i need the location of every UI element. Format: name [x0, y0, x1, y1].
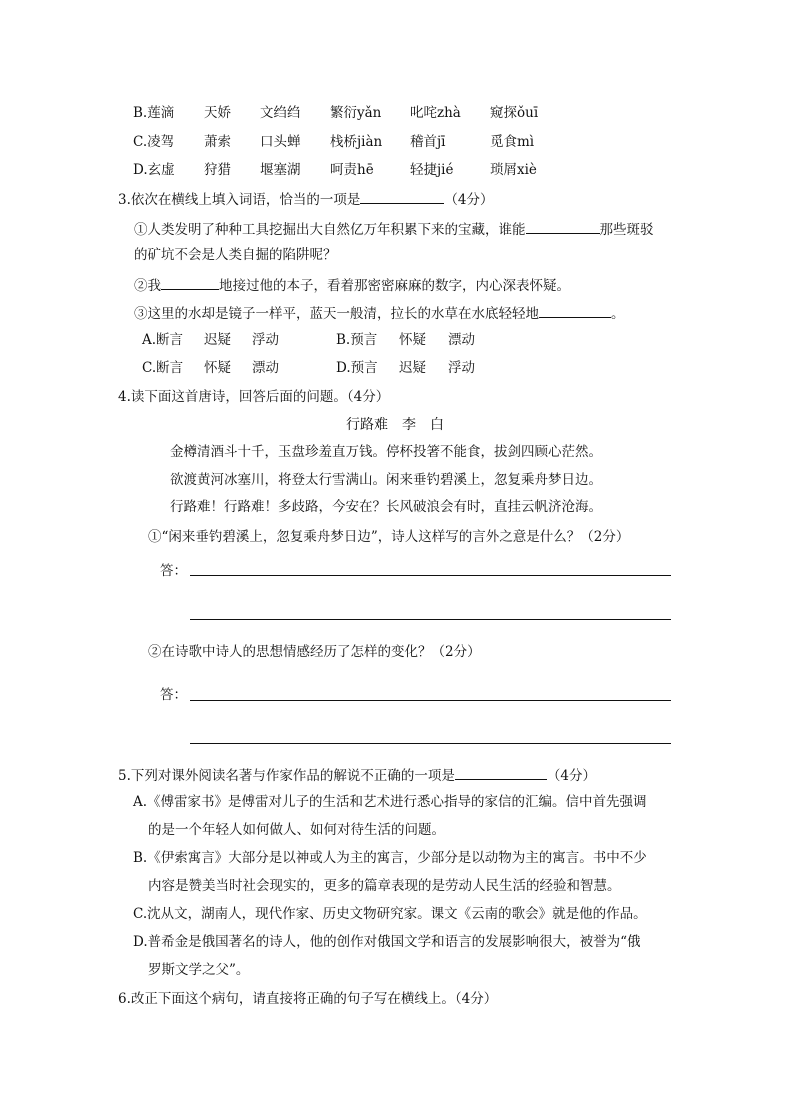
q4-answer-line-1a[interactable] — [190, 575, 671, 576]
q2-d-word-6: 琐屑xiè — [490, 162, 537, 178]
q3-sentence-3 — [134, 303, 625, 323]
q3-c-word-2: 怀疑 — [204, 360, 231, 376]
q2-c-word-6: 觅食mì — [490, 134, 535, 150]
q3-c-word-1: C.断言 — [142, 360, 184, 376]
q4-answer-line-2a[interactable] — [190, 700, 671, 701]
poem-line-3: 行路难！行路难！多歧路，今安在？长风破浪会有时，直挂云帆济沧海。 — [170, 499, 602, 515]
q5-stem-text: 5.下列对课外阅读名著与作家作品的解说不正确的一项是 — [118, 768, 455, 784]
q2-b-word-3: 文绉绉 — [260, 105, 301, 121]
q2-b-word-4: 繁衍yǎn — [330, 105, 382, 121]
q3-s3-text-a: ③这里的水却是镜子一样平，蓝天一般清，拉长的水草在水底轻轻地 — [134, 306, 539, 322]
q3-s2-blank[interactable] — [161, 275, 219, 290]
q2-b-word-2: 天娇 — [204, 105, 231, 121]
q5-option-d-line-2: 罗斯文学之父”。 — [148, 962, 250, 978]
q2-c-word-5: 稽首jī — [410, 134, 446, 150]
q3-b-word-1: B.预言 — [336, 332, 378, 348]
q3-d-word-1: D.预言 — [336, 360, 378, 376]
q4-answer-label-1: 答： — [160, 563, 187, 579]
q5-answer-blank[interactable] — [455, 765, 547, 780]
q2-c-word-3: 口头蝉 — [260, 134, 301, 150]
q2-b-word-5: 叱咤zhà — [410, 105, 461, 121]
q4-answer-line-1b[interactable] — [190, 619, 671, 620]
q3-stem-text: 3.依次在横线上填入词语，恰当的一项是 — [118, 192, 361, 208]
poem-line-1: 金樽清酒斗十千，玉盘珍羞直万钱。停杯投箸不能食，拔剑四顾心茫然。 — [170, 444, 602, 460]
q2-d-word-3: 堰塞湖 — [260, 162, 301, 178]
q2-c-word-1: C.凌驾 — [133, 134, 175, 150]
q3-sentence-1 — [134, 219, 654, 239]
q6-stem: 6.改正下面这个病句，请直接将正确的句子写在横线上。（4分） — [118, 991, 498, 1007]
q2-d-word-4: 呵责hē — [330, 162, 374, 178]
q5-option-d-line-1: D.普希金是俄国著名的诗人，他的创作对俄国文学和语言的发展影响很大，被誉为“俄 — [133, 934, 641, 950]
q5-option-b-line-2: 内容是赞美当时社会现实的，更多的篇章表现的是劳动人民生活的经验和智慧。 — [148, 878, 621, 894]
q3-s1-text-b: 那些斑驳 — [599, 222, 654, 238]
q2-d-word-5: 轻捷jié — [410, 162, 454, 178]
q3-b-word-2: 怀疑 — [399, 332, 426, 348]
q3-d-word-2: 迟疑 — [399, 360, 426, 376]
q3-answer-blank[interactable] — [360, 189, 444, 204]
q5-option-c-line-1: C.沈从文，湖南人，现代作家、历史文物研究家。课文《云南的歌会》就是他的作品。 — [133, 906, 647, 922]
q3-s2-text-a: ②我 — [134, 278, 161, 294]
q5-stem — [118, 765, 596, 785]
q4-sub-question-1: ①“闲来垂钓碧溪上，忽复乘舟梦日边”，诗人这样写的言外之意是什么？（2分） — [148, 529, 630, 545]
q3-sentence-2 — [134, 275, 570, 295]
q3-s3-blank[interactable] — [539, 303, 611, 318]
q3-s1-blank[interactable] — [526, 219, 600, 234]
q3-d-word-3: 浮动 — [448, 360, 475, 376]
q2-d-word-2: 狩猎 — [204, 162, 231, 178]
q5-option-b-line-1: B.《伊索寓言》大部分是以神或人为主的寓言，少部分是以动物为主的寓言。书中不少 — [133, 850, 647, 866]
q3-sentence-1-cont: 的矿坑不会是人类自掘的陷阱呢？ — [134, 247, 337, 263]
q3-a-word-3: 浮动 — [252, 332, 279, 348]
q3-s3-text-b: 。 — [611, 306, 625, 322]
q4-stem: 4.读下面这首唐诗，回答后面的问题。（4分） — [118, 389, 390, 405]
q2-d-word-1: D.玄虚 — [133, 162, 175, 178]
q2-c-word-2: 萧索 — [204, 134, 231, 150]
q3-c-word-3: 漂动 — [252, 360, 279, 376]
q5-option-a-line-2: 的是一个年轻人如何做人、如何对待生活的问题。 — [148, 822, 445, 838]
q5-stem-score: （4分） — [546, 768, 596, 784]
q3-stem-score: （4分） — [444, 192, 494, 208]
q2-b-word-6: 窥探ǒuī — [490, 105, 539, 121]
q3-s2-text-b: 地接过他的本子，看着那密密麻麻的数字，内心深表怀疑。 — [219, 278, 570, 294]
q3-a-word-2: 迟疑 — [204, 332, 231, 348]
q3-b-word-3: 漂动 — [448, 332, 475, 348]
q5-option-a-line-1: A.《傅雷家书》是傅雷对儿子的生活和艺术进行悉心指导的家信的汇编。信中首先强调 — [133, 794, 647, 810]
poem-line-2: 欲渡黄河冰塞川，将登太行雪满山。闲来垂钓碧溪上，忽复乘舟梦日边。 — [170, 472, 602, 488]
q3-a-word-1: A.断言 — [142, 332, 184, 348]
q3-stem — [118, 189, 493, 209]
q2-c-word-4: 栈桥jiàn — [330, 134, 383, 150]
q4-answer-line-2b[interactable] — [190, 743, 671, 744]
q4-answer-label-2: 答： — [160, 687, 187, 703]
q4-sub-question-2: ②在诗歌中诗人的思想情感经历了怎样的变化？（2分） — [148, 644, 481, 660]
q3-s1-text-a: ①人类发明了种种工具挖掘出大自然亿万年积累下来的宝藏，谁能 — [134, 222, 526, 238]
poem-title: 行路难 李 白 — [346, 417, 444, 433]
q2-b-word-1: B.莲滴 — [133, 105, 175, 121]
